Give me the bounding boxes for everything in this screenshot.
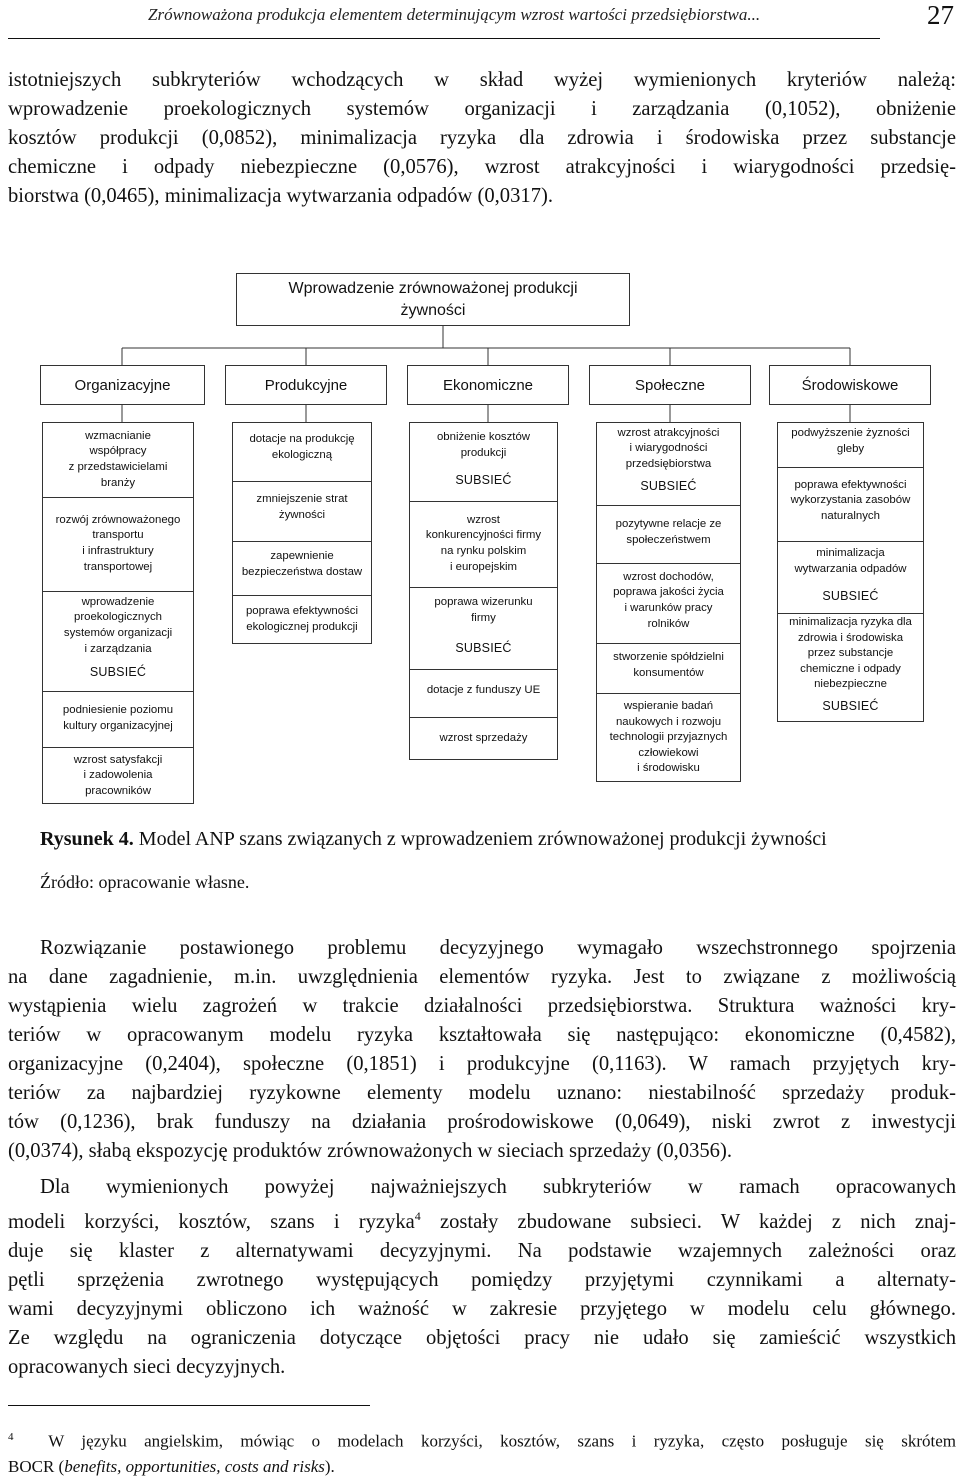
criterion-item: wzrost atrakcyjności i wiarygodności przedsiębiorstwa xyxy=(617,426,720,470)
running-title: Zrównoważona produkcja elementem determinującym wzrost wartości przedsiębiorstwa... xyxy=(148,5,761,24)
figure-caption xyxy=(40,828,827,851)
criterion-item: zapewnienie bezpieczeństwa dostaw xyxy=(241,550,363,578)
footnote-text: BOCR ( xyxy=(8,1456,65,1476)
figure-label: Rysunek 4. xyxy=(40,828,134,850)
criterion-item: poprawa efektywności ekologicznej produkcji xyxy=(245,605,359,633)
criterion-item: wzmacnianie współpracy z przedstawicielami branży xyxy=(68,429,168,489)
footnote-text: W języku angielskim, mówiąc o modelach korzyści, kosztów, szans i ryzyka, często posługuje się skrótem xyxy=(48,1431,957,1451)
text-line: na dane zagadnienie, m.in. uwzględnienia elementów ryzyka. Jest to związane z możliwością xyxy=(8,966,956,988)
text-line: pętli sprzężenia zwrotnego występujących pomiędzy przyjętymi czynnikami a alternaty- xyxy=(8,1268,956,1291)
text-line: organizacyjne (0,2404), społeczne (0,1851) i produkcyjne (0,1163). W ramach przyjętych kry- xyxy=(8,1053,956,1075)
text-line: Rozwiązanie postawionego problemu decyzyjnego wymagało wszechstronnego spojrzenia xyxy=(40,937,956,959)
intro-paragraph xyxy=(8,66,956,211)
text-line: istotniejszych subkryteriów wchodzących w skład wyżej wymienionych kryteriów należą: xyxy=(8,69,956,91)
text-line: wprowadzenie proekologicznych systemów organizacji i zarządzania (0,1052), obniżenie xyxy=(8,98,956,120)
category-produkcyjne: Produkcyjne xyxy=(225,365,387,405)
column-spoleczne xyxy=(596,422,741,782)
text-line: tów (0,1236), brak funduszy na działania prośrodowiskowe (0,0649), niski zwrot z inwestycji xyxy=(8,1111,956,1133)
footnote-text: ). xyxy=(324,1456,335,1476)
subsiec-label: SUBSIEĆ xyxy=(89,665,147,680)
text-fragment: zostały zbudowane subsieci. W każdej z nich znaj- xyxy=(420,1210,956,1233)
text-line: duje się klaster z alternatywami decyzyjnymi. Na podstawie wzajemnych zależności oraz xyxy=(8,1239,956,1262)
text-line xyxy=(8,1202,956,1237)
footnote-number: 4 xyxy=(8,1431,14,1443)
criterion-item: wspieranie badań naukowych i rozwoju technologii przyjaznych człowiekowi i środowisku xyxy=(609,700,728,775)
criterion-item: wprowadzenie proekologicznych systemów organizacji i zarządzania xyxy=(63,595,173,655)
footnote xyxy=(8,1425,956,1479)
text-line: teriów w opracowanym modelu ryzyka kształtowała się następująco: ekonomiczne (0,4582), xyxy=(8,1024,956,1046)
category-ekonomiczne: Ekonomiczne xyxy=(407,365,569,405)
text-line: teriów za najbardziej ryzykowne elementy modelu uznano: niestabilność sprzedaży produk- xyxy=(8,1082,956,1104)
subsiec-label: SUBSIEĆ xyxy=(455,473,512,488)
text-line: opracowanych sieci decyzyjnych. xyxy=(8,1355,286,1378)
category-organizacyjne: Organizacyjne xyxy=(40,365,205,405)
column-organizacyjne xyxy=(42,422,194,804)
subsiec-label: SUBSIEĆ xyxy=(822,699,879,714)
running-header xyxy=(0,0,960,44)
criterion-item: podniesienie poziomu kultury organizacyjnej xyxy=(62,704,174,732)
subsiec-label: SUBSIEĆ xyxy=(640,479,697,494)
body-paragraph-2 xyxy=(8,1173,956,1382)
source-note: Źródło: opracowanie własne. xyxy=(40,872,250,892)
footnote-italic: benefits, opportunities, costs and risks xyxy=(64,1456,325,1476)
criterion-item: podwyższenie żyzności gleby xyxy=(791,427,910,455)
root-node: Wprowadzenie zrównoważonej produkcji żywności xyxy=(236,273,630,326)
criterion-item: poprawa wizerunku firmy xyxy=(434,596,533,624)
category-spoleczne: Społeczne xyxy=(589,365,751,405)
criterion-item: dotacje z funduszy UE xyxy=(426,684,541,697)
text-line: Ze względu na ograniczenia dotyczące objętości pracy nie udało się zamieścić wszystkich xyxy=(8,1326,956,1349)
column-produkcyjne xyxy=(232,422,372,644)
criterion-item: minimalizacja ryzyka dla zdrowia i środowiska przez substancje chemiczne i odpady niebezpieczne xyxy=(789,616,912,691)
text-fragment: modeli korzyści, kosztów, szans i ryzyka xyxy=(8,1210,415,1233)
text-line: kosztów produkcji (0,0852), minimalizacja ryzyka dla zdrowia i środowiska przez substancje xyxy=(8,127,956,149)
footnote-marker: 4 xyxy=(414,1209,421,1223)
subsiec-label: SUBSIEĆ xyxy=(822,589,879,604)
page-number: 27 xyxy=(927,0,954,30)
footnote-rule xyxy=(8,1405,370,1406)
criterion-item: pozytywne relacje ze społeczeństwem xyxy=(615,518,722,546)
column-ekonomiczne xyxy=(409,422,558,760)
category-srodowiskowe: Środowiskowe xyxy=(769,365,931,405)
criterion-item: minimalizacja wytwarzania odpadów xyxy=(794,547,907,575)
criterion-item: wzrost satysfakcji i zadowolenia pracowników xyxy=(73,753,163,797)
body-paragraph-1 xyxy=(8,934,956,1166)
criterion-item: wzrost sprzedaży xyxy=(439,732,528,745)
criterion-item: obniżenie kosztów produkcji xyxy=(436,431,531,459)
text-line: biorstwa (0,0465), minimalizacja wytwarzania odpadów (0,0317). xyxy=(8,185,554,207)
text-line: chemiczne i odpady niebezpieczne (0,0576), wzrost atrakcyjności i wiarygodności przedsię- xyxy=(8,156,956,178)
column-srodowiskowe xyxy=(777,422,924,722)
text-line: wystąpienia wielu zagrożeń w trakcie działalności przedsiębiorstwa. Struktura ważności kry- xyxy=(8,995,956,1017)
text-line: wami decyzyjnymi obliczono ich ważność w zakresie przyjętego w modelu celu głównego. xyxy=(8,1297,956,1320)
anp-model-diagram xyxy=(0,270,960,815)
criterion-item: wzrost konkurencyjności firmy na rynku polskim i europejskim xyxy=(425,513,542,573)
criterion-item: stworzenie spółdzielni konsumentów xyxy=(613,651,724,679)
footnote-line xyxy=(8,1425,956,1454)
figure-caption-text: Model ANP szans związanych z wprowadzeniem zrównoważonej produkcji żywności xyxy=(133,828,827,850)
criterion-item: dotacje na produkcję ekologiczną xyxy=(249,433,355,461)
footnote-line xyxy=(8,1454,956,1479)
subsiec-label: SUBSIEĆ xyxy=(455,641,512,656)
header-rule xyxy=(8,38,880,39)
text-line: Dla wymienionych powyżej najważniejszych subkryteriów w ramach opracowanych xyxy=(40,1176,956,1198)
criterion-item: wzrost dochodów, poprawa jakości życia i warunków pracy rolników xyxy=(613,570,724,630)
criterion-item: poprawa efektywności wykorzystania zasobów naturalnych xyxy=(790,478,911,522)
criterion-item: zmniejszenie strat żywności xyxy=(256,493,348,521)
text-line: (0,0374), słabą ekspozycję produktów zrównoważonych w sieciach sprzedaży (0,0356). xyxy=(8,1140,732,1162)
criterion-item: rozwój zrównoważonego transportu i infrastruktury transportowej xyxy=(55,513,181,573)
